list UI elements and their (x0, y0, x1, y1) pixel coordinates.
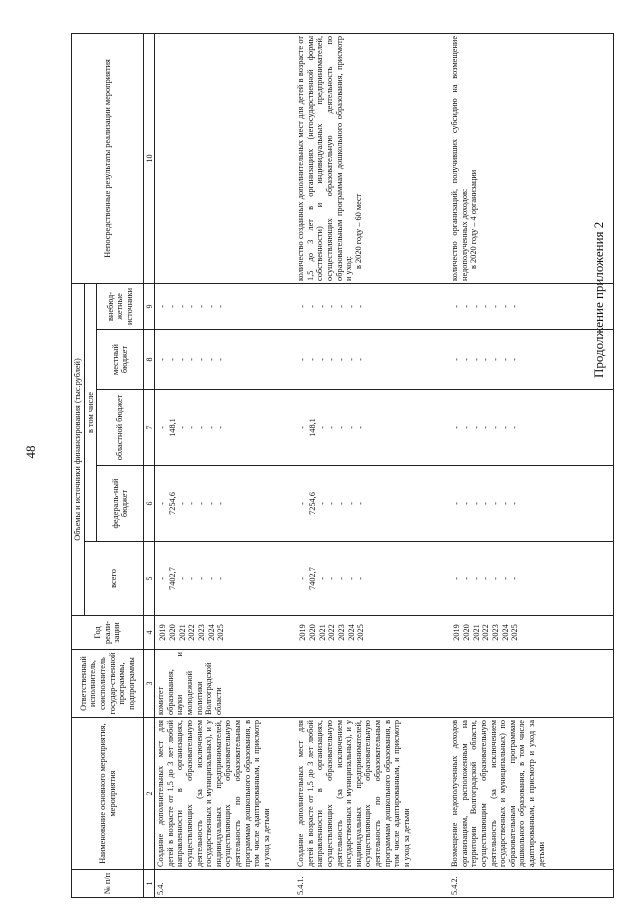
total-cell-value: 7402,7 (167, 567, 177, 590)
executor: комитет образования, науки и молодежной политики Волгоградской области (155, 650, 296, 718)
result-cell (155, 33, 296, 283)
local-cell-value: - (356, 358, 366, 361)
local-cell (449, 330, 614, 390)
federal-cell-value: - (346, 502, 356, 505)
local-cell-value: - (336, 358, 346, 361)
local-cell-value: - (481, 358, 491, 361)
funding-table (71, 33, 614, 898)
year-cell-value: 2019 (452, 624, 462, 641)
col-number: 5 (144, 542, 155, 616)
extra-cell-value: - (177, 305, 187, 308)
year-cell-value: 2025 (510, 624, 520, 641)
regional-cell-value: - (356, 426, 366, 429)
year-cell-value: 2021 (177, 624, 187, 641)
header-federal: федераль-ный бюджет (97, 466, 144, 542)
year-cell-value: 2020 (167, 624, 177, 641)
extra-cell-value: - (187, 305, 197, 308)
result-value: в 2020 году – 4 организации (469, 169, 479, 269)
regional-cell-value: - (490, 426, 500, 429)
extra-cell-value: - (471, 305, 481, 308)
result-text: количество организаций, получивших субсидию на возмещение недополученных доходов: (450, 35, 469, 281)
federal-cell (449, 466, 614, 542)
total-cell-value: - (327, 577, 337, 580)
local-cell-value: - (298, 358, 308, 361)
col-number: 4 (144, 616, 155, 650)
activity-name: Создание дополнительных мест для детей в возрасте от 1,5 до 3 лет любой направленности в организациях, осуществляющих образовательную деятельность (за исключением государственных и муниципальных), и у индивидуальных предпринимателей, осуществляющих образовательную деятельность по образовательным программам дошкольного образования, в том числе адаптированным, и присмотр и уход за детьми (155, 718, 296, 870)
year-cell (295, 616, 449, 650)
header-num: № п/п (72, 870, 144, 898)
local-cell (155, 330, 296, 390)
col-number: 9 (144, 283, 155, 329)
local-cell-value: - (490, 358, 500, 361)
year-cell-value: 2023 (490, 624, 500, 641)
local-cell-value: - (510, 358, 520, 361)
local-cell-value: - (471, 358, 481, 361)
col-number: 8 (144, 330, 155, 390)
total-cell-value: - (317, 577, 327, 580)
year-cell-value: 2019 (158, 624, 168, 641)
local-cell-value: - (327, 358, 337, 361)
header-year: Год реали-зации (72, 616, 144, 650)
local-cell-value: - (317, 358, 327, 361)
federal-cell-value: - (327, 502, 337, 505)
year-cell-value: 2024 (206, 624, 216, 641)
federal-cell-value: - (510, 502, 520, 505)
local-cell-value: - (206, 358, 216, 361)
total-cell-value: - (461, 577, 471, 580)
local-cell-value: - (346, 358, 356, 361)
extra-cell-value: - (167, 305, 177, 308)
table-row (295, 33, 449, 897)
table-body (155, 33, 614, 897)
regional-cell-value: - (298, 426, 308, 429)
regional-cell-value: - (196, 426, 206, 429)
extra-cell-value: - (490, 305, 500, 308)
local-cell-value: - (500, 358, 510, 361)
year-cell (155, 616, 296, 650)
total-cell-value: - (490, 577, 500, 580)
federal-cell-value: - (461, 502, 471, 505)
column-numbers-row (144, 33, 155, 897)
row-number: 5.4.1. (295, 870, 449, 898)
local-cell-value: - (216, 358, 226, 361)
federal-cell (295, 466, 449, 542)
federal-cell-value: - (452, 502, 462, 505)
regional-cell (449, 390, 614, 466)
header-name: Наименование основного мероприятия, мероприятия (72, 718, 144, 870)
year-cell-value: 2024 (346, 624, 356, 641)
year-cell-value: 2025 (356, 624, 366, 641)
extra-cell (449, 283, 614, 329)
year-cell-value: 2023 (196, 624, 206, 641)
federal-cell-value: - (206, 502, 216, 505)
col-number: 6 (144, 466, 155, 542)
regional-cell-value: 148,1 (307, 418, 317, 437)
header-extra: внебюд-жетные источники (97, 283, 144, 329)
year-cell-value: 2024 (500, 624, 510, 641)
total-cell-value: - (481, 577, 491, 580)
total-cell (449, 542, 614, 616)
result-cell (449, 33, 614, 283)
federal-cell (155, 466, 296, 542)
executor (449, 650, 614, 718)
regional-cell-value: - (216, 426, 226, 429)
header-result: Непосредственные результаты реализации мероприятия (72, 33, 144, 283)
total-cell-value: - (187, 577, 197, 580)
local-cell-value: - (307, 358, 317, 361)
federal-cell-value: - (471, 502, 481, 505)
regional-cell-value: - (336, 426, 346, 429)
col-number: 2 (144, 718, 155, 870)
extra-cell-value: - (500, 305, 510, 308)
regional-cell-value: - (327, 426, 337, 429)
total-cell-value: - (510, 577, 520, 580)
header-regional: областной бюджет (97, 390, 144, 466)
regional-cell-value: - (461, 426, 471, 429)
extra-cell-value: - (327, 305, 337, 308)
year-cell-value: 2022 (187, 624, 197, 641)
year-cell (449, 616, 614, 650)
activity-name: Возмещение недополученных доходов организациям, расположенным на территории Волгоградской области, осуществляющим образовательную деятельность (за исключением государственных и муниципальных) по образовательным программам дошкольного образования, в том числе адаптированным, и присмотр и уход за детьми (449, 718, 614, 870)
result-value: в 2020 году – 60 мест (353, 193, 363, 269)
rotated-table-wrapper (71, 34, 588, 898)
regional-cell-value: 148,1 (167, 418, 177, 437)
regional-cell-value: - (346, 426, 356, 429)
header-funding: Объемы и источники финансирования (тыс.рублей) (72, 283, 85, 615)
federal-cell-value: - (490, 502, 500, 505)
extra-cell-value: - (481, 305, 491, 308)
result-cell (295, 33, 449, 283)
year-cell-value: 2019 (298, 624, 308, 641)
federal-cell-value: - (196, 502, 206, 505)
regional-cell-value: - (177, 426, 187, 429)
regional-cell-value: - (510, 426, 520, 429)
col-number: 10 (144, 33, 155, 283)
regional-cell-value: - (481, 426, 491, 429)
extra-cell-value: - (346, 305, 356, 308)
federal-cell-value: - (317, 502, 327, 505)
year-cell-value: 2021 (317, 624, 327, 641)
col-number: 3 (144, 650, 155, 718)
total-cell-value: - (356, 577, 366, 580)
total-cell-value: - (158, 577, 168, 580)
local-cell-value: - (461, 358, 471, 361)
year-cell-value: 2020 (461, 624, 471, 641)
federal-cell-value: - (158, 502, 168, 505)
header-incl: в том числе (84, 283, 97, 541)
regional-cell-value: - (500, 426, 510, 429)
row-number: 5.4. (155, 870, 296, 898)
regional-cell-value: - (206, 426, 216, 429)
year-cell-value: 2025 (216, 624, 226, 641)
extra-cell (155, 283, 296, 329)
federal-cell-value: 7254,6 (167, 492, 177, 515)
executor (295, 650, 449, 718)
local-cell-value: - (167, 358, 177, 361)
federal-cell-value: - (500, 502, 510, 505)
table-row (449, 33, 614, 897)
local-cell (295, 330, 449, 390)
extra-cell-value: - (196, 305, 206, 308)
header-total: всего (84, 542, 144, 616)
continuation-title: Продолжение приложения 2 (591, 221, 606, 378)
local-cell-value: - (196, 358, 206, 361)
local-cell-value: - (177, 358, 187, 361)
extra-cell-value: - (317, 305, 327, 308)
header-executor: Ответственный исполнитель, соисполнитель государ-ственной программы, подпрограммы (72, 650, 144, 718)
header-local: местный бюджет (97, 330, 144, 390)
year-cell-value: 2022 (481, 624, 491, 641)
total-cell-value: 7402,7 (307, 567, 317, 590)
table-row (155, 33, 296, 897)
regional-cell-value: - (471, 426, 481, 429)
page-number: 48 (23, 445, 38, 459)
federal-cell-value: - (177, 502, 187, 505)
federal-cell-value: - (356, 502, 366, 505)
year-cell-value: 2020 (307, 624, 317, 641)
activity-name: Создание дополнительных мест для детей в возрасте от 1,5 до 3 лет любой направленности в организациях, осуществляющих образовательную деятельность (за исключением государственных и муниципальных), и у индивидуальных предпринимателей, осуществляющих образовательную деятельность по образовательным программам дошкольного образования, в том числе адаптированным, и присмотр и уход за детьми (295, 718, 449, 870)
year-cell-value: 2022 (327, 624, 337, 641)
regional-cell (155, 390, 296, 466)
extra-cell-value: - (510, 305, 520, 308)
extra-cell-value: - (452, 305, 462, 308)
col-number: 7 (144, 390, 155, 466)
year-cell-value: 2023 (336, 624, 346, 641)
extra-cell-value: - (298, 305, 308, 308)
col-number: 1 (144, 870, 155, 898)
total-cell-value: - (196, 577, 206, 580)
federal-cell-value: - (336, 502, 346, 505)
extra-cell-value: - (461, 305, 471, 308)
local-cell-value: - (158, 358, 168, 361)
total-cell-value: - (336, 577, 346, 580)
year-cell-value: 2021 (471, 624, 481, 641)
total-cell-value: - (452, 577, 462, 580)
local-cell-value: - (452, 358, 462, 361)
total-cell-value: - (298, 577, 308, 580)
federal-cell-value: - (216, 502, 226, 505)
local-cell-value: - (187, 358, 197, 361)
regional-cell-value: - (452, 426, 462, 429)
regional-cell-value: - (187, 426, 197, 429)
row-number: 5.4.2. (449, 870, 614, 898)
regional-cell-value: - (158, 426, 168, 429)
federal-cell-value: - (481, 502, 491, 505)
total-cell (155, 542, 296, 616)
extra-cell-value: - (216, 305, 226, 308)
federal-cell-value: - (187, 502, 197, 505)
total-cell-value: - (216, 577, 226, 580)
total-cell (295, 542, 449, 616)
regional-cell-value: - (317, 426, 327, 429)
federal-cell-value: 7254,6 (307, 492, 317, 515)
extra-cell-value: - (158, 305, 168, 308)
total-cell-value: - (471, 577, 481, 580)
regional-cell (295, 390, 449, 466)
extra-cell-value: - (356, 305, 366, 308)
total-cell-value: - (346, 577, 356, 580)
extra-cell-value: - (206, 305, 216, 308)
extra-cell-value: - (307, 305, 317, 308)
result-text: количество созданных дополнительных мест для детей в возрасте от 1,5 до 3 лет в организациях (негосударственной формы собственности) и индивидуальных предпринимателей, осуществляющих образовательную деятельность по образовательным программам дошкольного образования, присмотр и уход: (296, 35, 354, 281)
total-cell-value: - (500, 577, 510, 580)
extra-cell (295, 283, 449, 329)
federal-cell-value: - (298, 502, 308, 505)
total-cell-value: - (206, 577, 216, 580)
extra-cell-value: - (336, 305, 346, 308)
total-cell-value: - (177, 577, 187, 580)
